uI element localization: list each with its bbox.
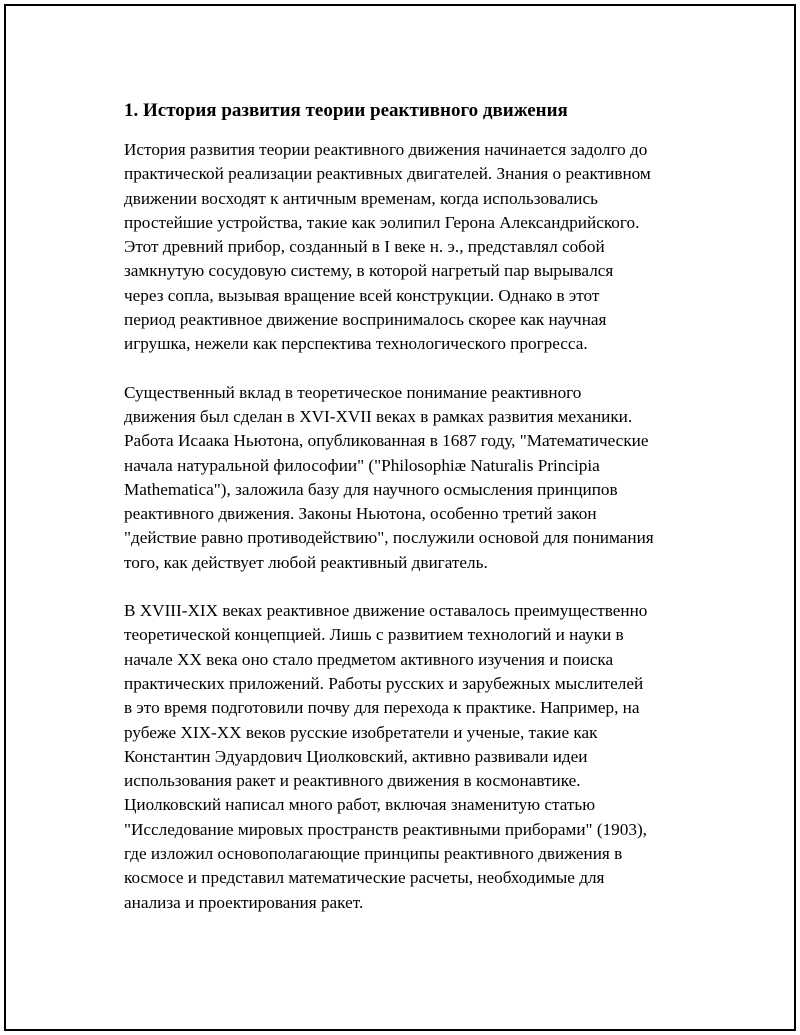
document-content	[124, 98, 699, 939]
paragraph-1: История развития теории реактивного движения начинается задолго до практической реализации реактивных двигателей. Знания о реактивном движении восходят к античным временам, когда использовались простейшие устройства, такие как эолипил Герона Александрийского. Этот древний прибор, созданный в I веке н. э., представлял собой замкнутую сосудовую систему, в которой нагретый пар вырывался через сопла, вызывая вращение всей конструкции. Однако в этот период реактивное движение воспринималось скорее как научная игрушка, нежели как перспектива технологического прогресса.	[124, 140, 651, 354]
paragraph-2: Существенный вклад в теоретическое понимание реактивного движения был сделан в XVI-XVII веках в рамках развития механики. Работа Исаака Ньютона, опубликованная в 1687 году, "Математические начала натуральной философии" ("Philosophiæ Naturalis Principia Mathematica"), заложила базу для научного осмысления принципов реактивного движения. Законы Ньютона, особенно третий закон "действие равно противодействию", послужили основой для понимания того, как действует любой реактивный двигатель.	[124, 382, 654, 572]
paragraph-3: В XVIII-XIX веках реактивное движение оставалось преимущественно теоретической концепцией. Лишь с развитием технологий и науки в начале XX века оно стало предметом активного изучения и поиска практических приложений. Работы русских и зарубежных мыслителей в это время подготовили почву для перехода к практике. Например, на рубеже XIX-XX веков русские изобретатели и ученые, такие как Константин Эдуардович Циолковский, активно развивали идеи использования ракет и реактивного движения в космонавтике. Циолковский написал много работ, включая знаменитую статью "Исследование мировых пространств реактивными приборами" (1903), где изложил основополагающие принципы реактивного движения в космосе и представил математические расчеты, необходимые для анализа и проектирования ракет.	[124, 601, 648, 912]
section-title: 1. История развития теории реактивного движения	[124, 100, 568, 121]
page-frame	[4, 4, 796, 1031]
